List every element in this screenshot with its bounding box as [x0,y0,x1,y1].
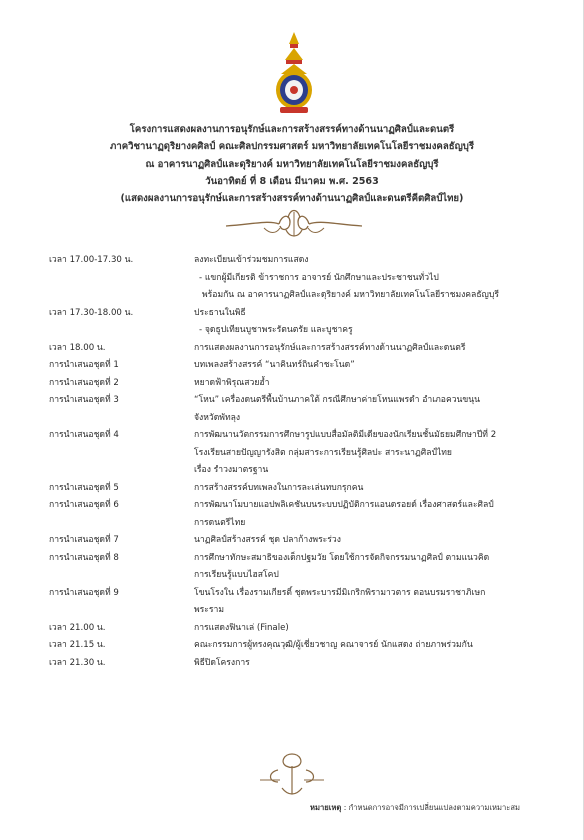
schedule-time: เวลา 21.30 น. [49,657,106,668]
schedule-row [49,655,569,673]
schedule-detail: ประธานในพิธี [194,307,246,318]
schedule-detail: “โหน” เครื่องดนตรีพื้นบ้านภาคใต้ กรณีศึกษาค่ายโหนแพรดำ อำเภอควนขนุน [194,395,481,405]
schedule-row [49,252,569,270]
schedule-detail: - แขกผู้มีเกียรติ ข้าราชการ อาจารย์ นักศึกษาและประชาชนทั่วไป [199,272,439,283]
schedule-time: การนำเสนอชุดที่ 4 [49,430,119,440]
schedule-row [49,550,569,568]
schedule-time: เวลา 17.00-17.30 น. [49,255,134,265]
schedule-detail: โรงเรียนสายปัญญารังสิต กลุ่มสาระการเรียนรู้ศิลปะ สาระนาฏศิลป์ไทย [194,447,452,458]
schedule-detail: หยาดฟ้าพิรุณสวยฮ้ำ [194,377,270,388]
schedule-detail: โขนโรงใน เรื่องรามเกียรติ์ ชุดพระบารมีมิเกริกพิรามาวตาร ตอนบรมราชาภิเษก [194,587,486,598]
schedule-time: การนำเสนอชุดที่ 5 [49,482,119,493]
schedule-detail: นาฏศิลป์สร้างสรรค์ ชุด ปลาก้างพระร่วง [194,535,341,545]
ornament-divider-icon [224,206,364,242]
schedule-row [49,410,569,428]
schedule-detail: พิธีปิดโครงการ [194,657,250,668]
schedule-detail: ลงทะเบียนเข้าร่วมชมการแสดง [194,255,309,265]
schedule-detail: คณะกรรมการผู้ทรงคุณวุฒิ/ผู้เชี่ยวชาญ คณาจารย์ นักแสดง ถ่ายภาพร่วมกัน [194,640,473,650]
footnote-label: หมายเหตุ [310,803,342,812]
schedule-detail: - จุดธูปเทียนบูชาพระรัตนตรัย และบูชาครู [199,325,353,335]
schedule-detail: การดนตรีไทย [194,517,246,528]
schedule-detail: พระราม [194,605,225,615]
schedule-detail: การพัฒนาโมบายแอปพลิเคชันบนระบบปฏิบัติการแอนดรอยด์ เรื่องศาสตร์และศิลป์ [194,500,494,510]
schedule-row [49,620,569,638]
schedule-row [49,287,569,305]
schedule-time: การนำเสนอชุดที่ 9 [49,587,119,598]
header-department: ภาควิชานาฏดุริยางคศิลป์ คณะศิลปกรรมศาสตร์ มหาวิทยาลัยเทคโนโลยีราชมงคลธัญบุรี [110,141,474,153]
schedule-detail: การเรียนรู้แบบไฮสโคป [194,570,279,580]
schedule-row [49,567,569,585]
schedule-row [49,392,569,410]
schedule-detail: การพัฒนานวัตกรรมการศึกษารูปแบบสื่อมัลติมีเดียของนักเรียนชั้นมัธยมศึกษาปีที่ 2 [194,430,497,440]
schedule-row [49,270,569,288]
schedule-row [49,357,569,375]
schedule-row [49,322,569,340]
footnote [310,802,520,814]
schedule-row [49,340,569,358]
schedule-detail: พร้อมกัน ณ อาคารนาฏศิลป์และดุริยางค์ มหาวิทยาลัยเทคโนโลยีราชมงคลธัญบุรี [202,290,499,300]
schedule-time: เวลา 17.30-18.00 น. [49,307,134,318]
schedule-time: การนำเสนอชุดที่ 3 [49,395,119,405]
schedule-list [49,252,569,672]
schedule-detail: เรื่อง รำวงมาตรฐาน [194,465,269,475]
schedule-row [49,637,569,655]
schedule-detail: บทเพลงสร้างสรรค์ “นาคินทร์ถินคำชะโนด” [194,360,355,370]
schedule-time: การนำเสนอชุดที่ 1 [49,360,119,370]
schedule-time: การนำเสนอชุดที่ 6 [49,500,119,510]
ornament-bottom-icon [258,750,326,800]
schedule-detail: การศึกษาทักษะสมาธิของเด็กปฐมวัย โดยใช้การจัดกิจกรรมนาฏศิลป์ ตามแนวคิด [194,552,490,563]
schedule-detail: การแสดงผลงานการอนุรักษ์และการสร้างสรรค์ทางด้านนาฏศิลป์และดนตรี [194,342,466,353]
schedule-row [49,375,569,393]
footnote-text: : กำหนดการอาจมีการเปลี่ยนแปลงตามความเหมาะสม [343,803,521,812]
schedule-row [49,445,569,463]
schedule-row [49,462,569,480]
document-header [0,121,584,207]
header-venue: ณ อาคารนาฏศิลป์และดุริยางค์ มหาวิทยาลัยเทคโนโลยีราชมงคลธัญบุรี [145,158,439,170]
schedule-row [49,515,569,533]
schedule-detail: การแสดงฟินาเล่ (Finale) [194,622,289,633]
schedule-detail: การสร้างสรรค์บทเพลงในการละเล่นทบกรุกคน [194,482,364,493]
schedule-time: การนำเสนอชุดที่ 2 [49,377,119,388]
schedule-time: การนำเสนอชุดที่ 8 [49,552,119,563]
schedule-row [49,497,569,515]
university-logo-icon [269,30,319,116]
schedule-row [49,532,569,550]
schedule-row [49,602,569,620]
schedule-row [49,427,569,445]
schedule-row [49,305,569,323]
schedule-time: การนำเสนอชุดที่ 7 [49,535,119,545]
header-date: วันอาทิตย์ ที่ 8 เดือน มีนาคม พ.ศ. 2563 [205,175,379,187]
schedule-row [49,585,569,603]
schedule-row [49,480,569,498]
schedule-time: เวลา 21.00 น. [49,622,106,633]
schedule-detail: จังหวัดพัทลุง [194,412,241,423]
header-subtitle: (แสดงผลงานการอนุรักษ์และการสร้างสรรค์ทางด้านนาฏศิลป์และดนตรีคีตศิลป์ไทย) [120,193,464,205]
header-title: โครงการแสดงผลงานการอนุรักษ์และการสร้างสรรค์ทางด้านนาฏศิลป์และดนตรี [129,124,455,135]
schedule-time: เวลา 21.15 น. [49,640,106,650]
schedule-time: เวลา 18.00 น. [49,342,106,353]
